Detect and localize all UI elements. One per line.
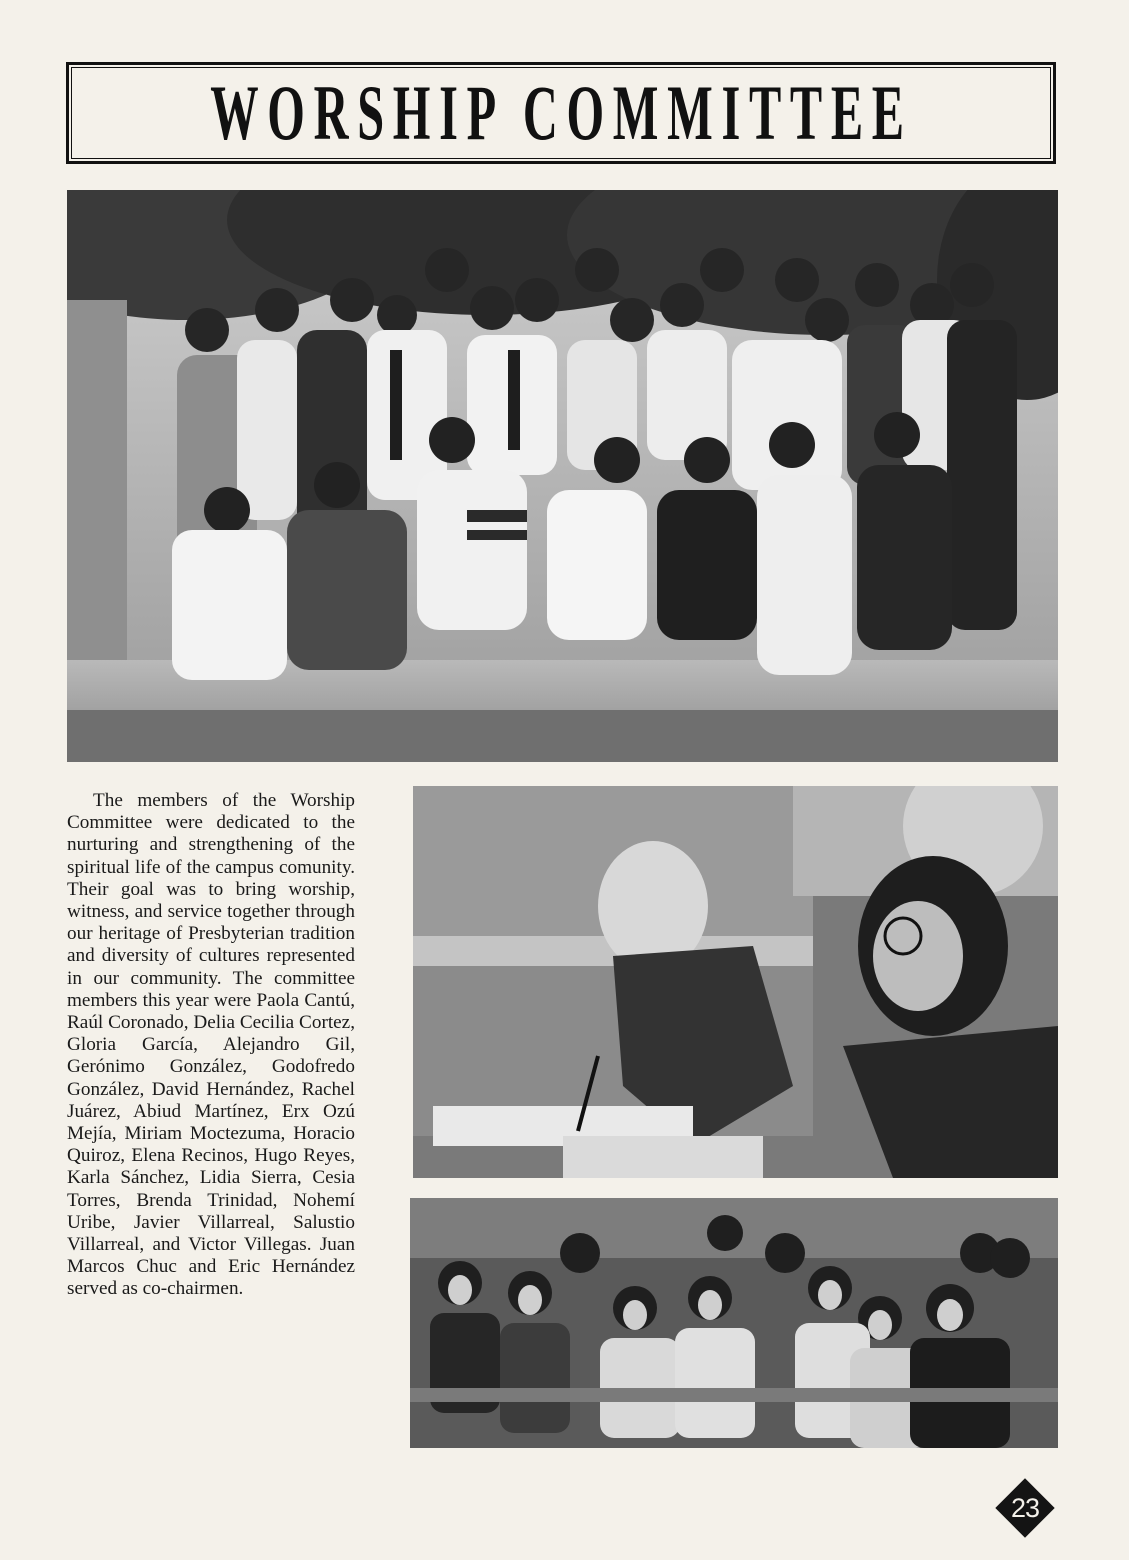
page-number-badge — [995, 1478, 1055, 1538]
signing-photo — [413, 786, 1058, 1178]
article-body: The members of the Worship Committee were dedicated to the nurturing and strengthening of the spiritual life of the campus comunity. Their goal was to bring worship, witness, and service together through our heritage of Presbyterian tradition and diversity of cultures represented in our community. The committee members this year were Paola Cantú, Raúl Coronado, Delia Cecilia Cortez, Gloria García, Alejandro Gil, Gerónimo González, Godofredo González, David Hernández, Rachel Juárez, Abiud Martínez, Erx Ozú Mejía, Miriam Moctezuma, Horacio Quiroz, Elena Recinos, Hugo Reyes, Karla Sánchez, Lidia Sierra, Cesia Torres, Brenda Trinidad, Nohemí Uribe, Javier Villarreal, Salustio Villarreal, and Victor Villegas. Juan Marcos Chuc and Eric Hernández served as co-chairmen. — [67, 790, 355, 1300]
group-photo-image — [67, 190, 1058, 762]
audience-photo-image — [410, 1198, 1058, 1448]
title-box — [66, 62, 1056, 164]
page-number: 23 — [1010, 1492, 1040, 1523]
page-title: WORSHIP COMMITTEE — [209, 69, 913, 156]
audience-photo — [410, 1198, 1058, 1448]
group-photo — [67, 190, 1058, 762]
signing-photo-image — [413, 786, 1058, 1178]
